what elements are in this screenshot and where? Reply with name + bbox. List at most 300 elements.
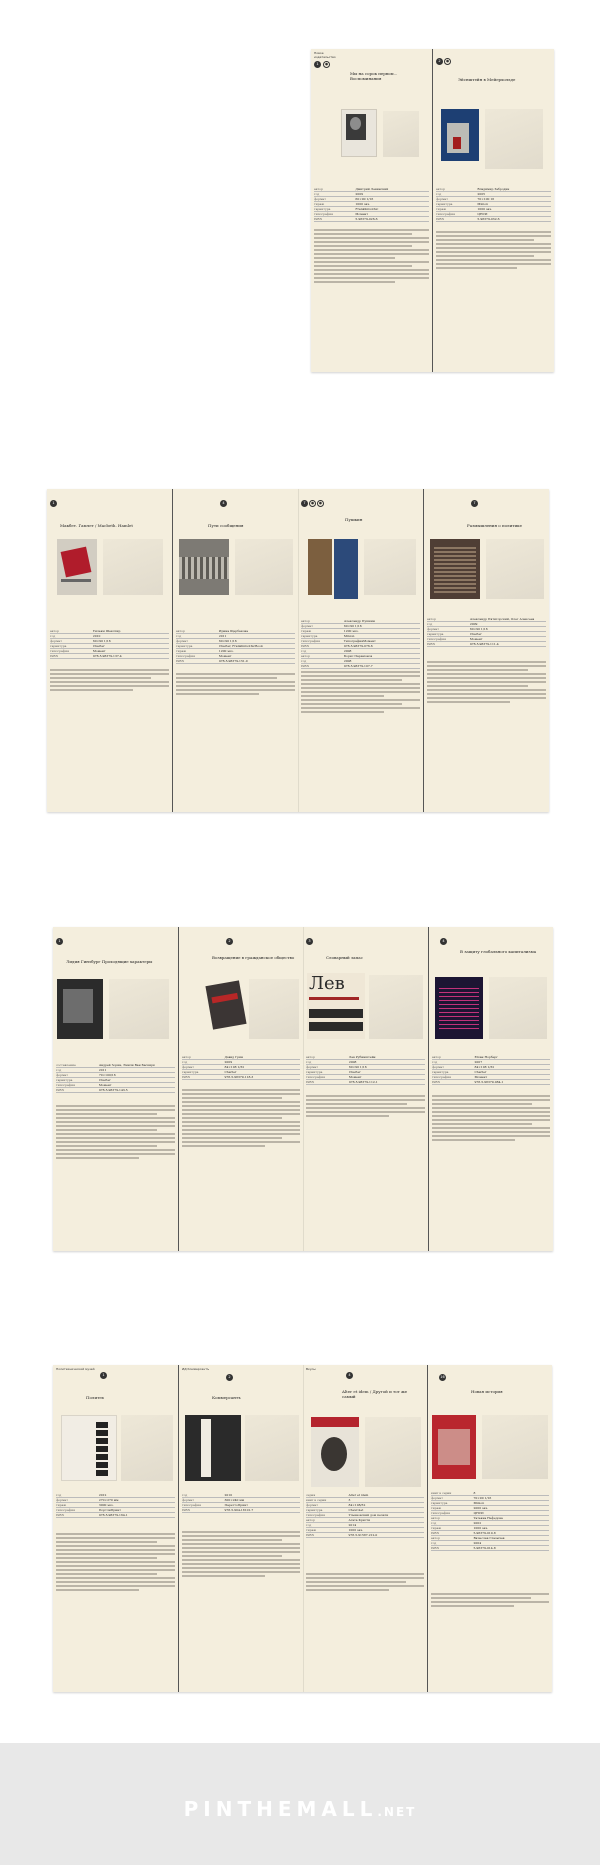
logo-tld: .NET (377, 1805, 417, 1819)
meta-value: Ульяновский дом печати (348, 1513, 389, 1517)
meta-value: 1000 экз. (348, 1528, 364, 1532)
meta-value: 2008 (343, 649, 352, 653)
meta-value: 2008 (343, 659, 352, 663)
meta-key: формат (182, 1498, 194, 1502)
meta-key: тираж (314, 202, 325, 206)
meta-key: серия (306, 1493, 316, 1497)
meta-key: автор (436, 187, 445, 191)
meta-value: Татьяна Нефедова (473, 1516, 503, 1520)
meta-value: Minion (473, 1501, 485, 1505)
book-metadata (50, 629, 169, 659)
meta-key: год (314, 192, 320, 196)
ghost-page-image (235, 539, 293, 595)
column-header (314, 52, 429, 92)
meta-key: формат (431, 1496, 443, 1500)
description-text (306, 1571, 424, 1593)
book-title: Новая история (471, 1389, 503, 1394)
meta-key: типография (314, 212, 333, 216)
meta-value: Момент (355, 212, 369, 216)
meta-row (431, 1546, 549, 1551)
column-header (182, 1368, 300, 1408)
meta-value: 2009 (355, 192, 364, 196)
meta-key: формат (176, 639, 188, 643)
meta-key: год (427, 622, 433, 626)
book-metadata (182, 1055, 300, 1080)
meta-key: год (301, 649, 307, 653)
ghost-page-image (245, 1415, 299, 1481)
catalog-column (53, 927, 178, 1251)
meta-value: 270×270 мм (98, 1498, 119, 1502)
meta-value: ЦНСИ (473, 1511, 484, 1515)
meta-key: ISBN (301, 664, 310, 668)
meta-key: формат (50, 639, 62, 643)
meta-key: автор (427, 617, 436, 621)
meta-key: формат (436, 197, 448, 201)
meta-value: 70×90 1/16 (473, 1496, 492, 1500)
meta-key: автор (306, 1518, 315, 1522)
book-spread-2 (47, 489, 549, 812)
meta-key: формат (56, 1073, 68, 1077)
meta-key: год (56, 1493, 62, 1497)
meta-value: 300×240 мм (224, 1498, 245, 1502)
meta-key: типография (432, 1075, 451, 1079)
ghost-page-image (103, 539, 163, 595)
catalog-column (311, 49, 432, 372)
book-title: Пути сообщения (208, 523, 244, 528)
meta-value: 60×90 1/16 (343, 624, 362, 628)
meta-value: Момент (92, 649, 106, 653)
publisher-rubric: Вкусы (306, 1367, 316, 1371)
meta-key: книг в серии (306, 1498, 327, 1502)
meta-value: 2012 (98, 1493, 107, 1497)
meta-key: типография (182, 1503, 201, 1507)
meta-value: 2009 (469, 622, 478, 626)
meta-value: 2002 (473, 1521, 482, 1525)
meta-key: гарнитура (431, 1501, 448, 1505)
meta-key: год (306, 1060, 312, 1064)
meta-value: Владимир Забродин (477, 187, 510, 191)
meta-key: год (431, 1521, 437, 1525)
meta-value: 5-98379-014-8 (473, 1546, 496, 1550)
meta-key: тираж (56, 1503, 67, 1507)
meta-key: гарнитура (176, 644, 193, 648)
book-title: Лидия Гинзбург Проходящие характеры (66, 959, 153, 964)
meta-value: 3 (348, 1498, 351, 1502)
meta-key: ISBN (427, 642, 436, 646)
meta-value: 2010 (224, 1493, 233, 1497)
meta-key: типография (50, 649, 69, 653)
ghost-page-image (249, 979, 299, 1039)
meta-value: 2000 экз. (473, 1506, 489, 1510)
book-title: Эйснштейн в Мейерхольде (458, 77, 516, 82)
column-header (432, 930, 550, 970)
entry-number-badge: 4 (220, 500, 227, 507)
meta-value: 2007 (474, 1060, 483, 1064)
catalog-column (303, 1365, 427, 1692)
description-text (50, 667, 169, 693)
meta-value: 978-5-98379-107-7 (343, 664, 373, 668)
meta-value: 84×108/32 (348, 1503, 366, 1507)
meta-key: автор (301, 654, 310, 658)
book-title: Коммерсантъ (212, 1395, 241, 1400)
meta-value: Minion (477, 202, 489, 206)
column-header (306, 1368, 424, 1408)
meta-value: 2011 (218, 634, 227, 638)
catalog-column (53, 1365, 178, 1692)
catalog-column (427, 1365, 552, 1692)
meta-key: типография (176, 654, 195, 658)
book-cover (430, 539, 480, 599)
catalog-column (178, 927, 303, 1251)
meta-key: ISBN (301, 644, 310, 648)
meta-value: 5-98379-026-6 (355, 217, 378, 221)
meta-key: ISBN (182, 1075, 191, 1079)
book-title: Возвращение в гражданское общество (212, 955, 295, 960)
column-header (436, 52, 551, 92)
meta-value: Александр Пятигорский, Олег Алексеев (469, 617, 535, 621)
meta-key: типография (431, 1511, 450, 1515)
meta-key: ISBN (182, 1508, 191, 1512)
meta-key: формат (314, 197, 326, 201)
meta-row (176, 659, 295, 664)
meta-row (427, 642, 546, 647)
catalog-column (298, 489, 423, 812)
meta-value: Александр Пушкин (343, 619, 375, 623)
meta-row (436, 217, 551, 222)
meta-key: год (436, 192, 442, 196)
meta-key: год (182, 1060, 188, 1064)
ghost-page-image (109, 979, 169, 1039)
meta-key: ISBN (56, 1513, 65, 1517)
meta-value: Момент (469, 637, 483, 641)
meta-key: гарнитура (432, 1070, 449, 1074)
ghost-page-image (485, 109, 543, 169)
book-metadata (431, 1491, 549, 1551)
book-title: Политех (86, 1395, 104, 1400)
meta-value: 1200 экз. (343, 629, 359, 633)
book-metadata (306, 1493, 424, 1538)
meta-key: ISBN (306, 1533, 315, 1537)
description-text (56, 1103, 175, 1161)
book-title: Словарный запас (326, 955, 363, 960)
description-text (436, 229, 551, 271)
meta-key: автор (50, 629, 59, 633)
meta-key: тираж (436, 207, 447, 211)
meta-key: гарнитура (436, 202, 453, 206)
footer-bar (0, 1743, 600, 1865)
book-cover (341, 109, 377, 157)
catalog-column (432, 49, 554, 372)
entry-number-badge: 7 (301, 500, 308, 507)
meta-value: Лев Рубинштейн (348, 1055, 376, 1059)
column-header (301, 492, 420, 532)
meta-key: ISBN (436, 217, 445, 221)
meta-key: формат (182, 1065, 194, 1069)
meta-value: 978-5-98379-143-5 (98, 1088, 128, 1092)
meta-key: гарнитура (56, 1078, 73, 1082)
meta-value: 8 (473, 1491, 476, 1495)
column-header (431, 1368, 549, 1408)
meta-row (50, 654, 169, 659)
meta-value: Андрей Зорин, Эмили Ван Баскирк (98, 1063, 155, 1067)
meta-value: 978-5-91587-212-0 (348, 1533, 378, 1537)
meta-key: автор (176, 629, 185, 633)
entry-number-badge: 3 (306, 938, 313, 945)
extra-marker-icon: ● (324, 62, 328, 67)
meta-key: ISBN (431, 1546, 440, 1550)
meta-value: 60×90 1/16 (469, 627, 488, 631)
meta-value: 5-98379-010-8 (473, 1531, 496, 1535)
publisher-rubric: ИД Коммерсантъ (182, 1367, 210, 1371)
meta-value: 3000 экз. (98, 1503, 114, 1507)
meta-value: 1000 экз. (355, 202, 371, 206)
meta-key: типография (427, 637, 446, 641)
book-title: Мы на сорок первом... Воспоминания (350, 71, 398, 81)
column-header (176, 492, 295, 532)
book-cover (435, 977, 483, 1039)
meta-value: 2011 (98, 1068, 107, 1072)
meta-row (432, 1080, 550, 1085)
ghost-page-image (482, 1415, 548, 1479)
meta-key: ISBN (50, 654, 59, 658)
meta-key: год (431, 1541, 437, 1545)
meta-key: гарнитура (306, 1070, 323, 1074)
meta-value: 60×90 1/16 (348, 1065, 367, 1069)
meta-value: 2010 (92, 634, 101, 638)
meta-value: 978-5-904-18101-7 (224, 1508, 254, 1512)
entry-number-badge: 2 (226, 1374, 233, 1381)
meta-value: 2009 (224, 1060, 233, 1064)
book-metadata (176, 629, 295, 664)
meta-key: тираж (306, 1528, 317, 1532)
meta-value: Борис Парамонов (343, 654, 373, 658)
meta-value: Charter, FranklinGothicBook (218, 644, 263, 648)
book-metadata (306, 1055, 425, 1085)
meta-key: гарнитура (182, 1070, 199, 1074)
meta-key: формат (306, 1503, 318, 1507)
meta-value: ТипографияМомент (343, 639, 376, 643)
entry-number-badge: 1 (100, 1372, 107, 1379)
book-cover (57, 979, 103, 1039)
book-metadata (432, 1055, 550, 1085)
book-title: Alter et idem / Другой и тот же самый (342, 1389, 408, 1399)
meta-key: типография (56, 1508, 75, 1512)
catalog-column (172, 489, 298, 812)
meta-value: ПортлиПринт (98, 1508, 121, 1512)
description-text (182, 1087, 300, 1149)
ghost-page-image (383, 111, 419, 157)
meta-key: ISBN (314, 217, 323, 221)
entry-number-badge: 2 (226, 938, 233, 945)
meta-value: ПареттоПринт (224, 1503, 248, 1507)
meta-key: год (306, 1523, 312, 1527)
description-text (427, 659, 546, 705)
meta-key: гарнитура (301, 634, 318, 638)
meta-value: 978-5-98379-164-1 (98, 1513, 128, 1517)
meta-key: автор (431, 1536, 440, 1540)
description-text (314, 227, 429, 285)
meta-value: 2014 (348, 1523, 357, 1527)
meta-value: Уильям Шекспир (92, 629, 121, 633)
meta-key: ISBN (176, 659, 185, 663)
meta-value: Ирина Щербакова (218, 629, 248, 633)
book-cover (308, 539, 332, 595)
meta-row (56, 1513, 175, 1518)
description-text (182, 1529, 300, 1579)
column-header (427, 492, 546, 532)
meta-value: 2004 (473, 1541, 482, 1545)
description-text (176, 671, 295, 697)
meta-key: тираж (176, 649, 187, 653)
book-title: Пушкин (345, 517, 363, 522)
meta-value: 70×100 16 (477, 197, 495, 201)
meta-value: Charter (98, 1078, 111, 1082)
meta-key: ISBN (431, 1531, 440, 1535)
meta-key: год (56, 1068, 62, 1072)
entry-number-badge: 1 (50, 500, 57, 507)
column-header (56, 1368, 175, 1408)
publisher-rubric: Новое издательство (314, 51, 336, 59)
column-header (306, 930, 425, 970)
book-cover: Лев (307, 973, 365, 1039)
meta-value: Minion (343, 634, 355, 638)
catalog-column (428, 927, 553, 1251)
book-cover (179, 539, 229, 595)
meta-key: формат (427, 627, 439, 631)
meta-value: Агата Кристи (348, 1518, 371, 1522)
meta-key: автор (314, 187, 323, 191)
meta-key: формат (306, 1065, 318, 1069)
meta-value: Момент (348, 1075, 362, 1079)
meta-value: Момент (474, 1075, 488, 1079)
entry-number-badge: 4 (346, 1372, 353, 1379)
meta-value: Charter (92, 644, 105, 648)
meta-value: 978-5-98379-084-1 (474, 1080, 504, 1084)
meta-key: типография (56, 1083, 75, 1087)
meta-value: Chevrolet (348, 1508, 364, 1512)
ghost-page-image (364, 539, 416, 595)
meta-value: 978-5-98379-151-0 (218, 659, 248, 663)
meta-row (182, 1075, 300, 1080)
meta-key: гарнитура (314, 207, 331, 211)
book-title: Размышления о политике (467, 523, 523, 528)
book-cover (441, 109, 479, 161)
meta-key: ISBN (306, 1080, 315, 1084)
meta-value: FranklinGothic (355, 207, 379, 211)
entry-number-badge: 4 (440, 938, 447, 945)
description-text (56, 1531, 175, 1593)
meta-row (182, 1508, 300, 1513)
book-cover (61, 1415, 117, 1481)
meta-key: год (176, 634, 182, 638)
meta-value: Charter (474, 1070, 487, 1074)
meta-row (56, 1088, 175, 1093)
entry-number-badge: 1 (314, 61, 321, 68)
meta-value: 1000 экз. (473, 1526, 489, 1530)
extra-marker-icon: ● (445, 59, 449, 63)
meta-value: Дэвид Грин (224, 1055, 243, 1059)
site-logo[interactable] (0, 1797, 600, 1821)
meta-row (306, 1080, 425, 1085)
meta-key: тираж (431, 1506, 442, 1510)
meta-value: 978-5-98379-112-1 (348, 1080, 378, 1084)
meta-key: типография (306, 1513, 325, 1517)
meta-key: тираж (301, 629, 312, 633)
meta-key: ISBN (56, 1088, 65, 1092)
catalog-column (47, 489, 172, 812)
book-spread-4 (53, 1365, 552, 1692)
book-title: Макбет. Гамлет / Macbeth. Hamlet (60, 523, 133, 528)
meta-value: 978-5-98379-137-4 (92, 654, 122, 658)
meta-value: Вячеслав Глазычев (473, 1536, 505, 1540)
meta-key: автор (301, 619, 310, 623)
meta-value: ЦНСИ (477, 212, 488, 216)
book-cover (432, 1415, 476, 1479)
book-cover (185, 1415, 241, 1481)
meta-value: 60×90 1/16 (355, 197, 374, 201)
meta-key: книг в серии (431, 1491, 452, 1495)
meta-value: 1200 экз. (218, 649, 234, 653)
meta-value: 978-5-98379-076-6 (343, 644, 373, 648)
book-cover (311, 1417, 359, 1487)
meta-key: составление (56, 1063, 76, 1067)
entry-number-badge: 7 (471, 500, 478, 507)
catalog-column (178, 1365, 303, 1692)
meta-key: гарнитура (427, 632, 444, 636)
meta-key: формат (432, 1065, 444, 1069)
meta-value: 60×90 1/16 (218, 639, 237, 643)
description-text (432, 1093, 550, 1143)
meta-value: 978-5-98379-111-4 (469, 642, 499, 646)
column-header (56, 930, 175, 970)
meta-value: 84×108 1/32 (474, 1065, 495, 1069)
meta-key: год (432, 1060, 438, 1064)
book-metadata (56, 1493, 175, 1518)
meta-key: автор (306, 1055, 315, 1059)
description-text (301, 669, 420, 715)
book-metadata (56, 1063, 175, 1093)
publisher-rubric: Политехнический музей (56, 1367, 95, 1371)
meta-key: автор (431, 1516, 440, 1520)
ghost-page-image (121, 1415, 173, 1481)
meta-value: 70×100/16 (98, 1073, 116, 1077)
meta-value: Дмитрий Левинский (355, 187, 389, 191)
column-header (50, 492, 169, 532)
meta-value: 1000 экз. (477, 207, 493, 211)
meta-key: год (301, 659, 307, 663)
meta-value: Момент (218, 654, 232, 658)
entry-number-badge: 16 (440, 1375, 445, 1379)
meta-value: Charter (348, 1070, 361, 1074)
meta-value: Charter (224, 1070, 237, 1074)
book-cover-2 (334, 539, 358, 599)
book-metadata (427, 617, 546, 647)
meta-key: формат (301, 624, 313, 628)
meta-value: 978-5-98379-118-3 (224, 1075, 254, 1079)
meta-key: год (50, 634, 56, 638)
meta-key: типография (301, 639, 320, 643)
catalog-column (303, 927, 428, 1251)
book-metadata (301, 619, 420, 669)
meta-key: тираж (431, 1526, 442, 1530)
meta-row (314, 217, 429, 222)
meta-key: год (182, 1493, 188, 1497)
book-metadata (182, 1493, 300, 1513)
meta-key: типография (306, 1075, 325, 1079)
meta-key: типография (436, 212, 455, 216)
column-header (182, 930, 300, 970)
book-metadata (314, 187, 429, 222)
